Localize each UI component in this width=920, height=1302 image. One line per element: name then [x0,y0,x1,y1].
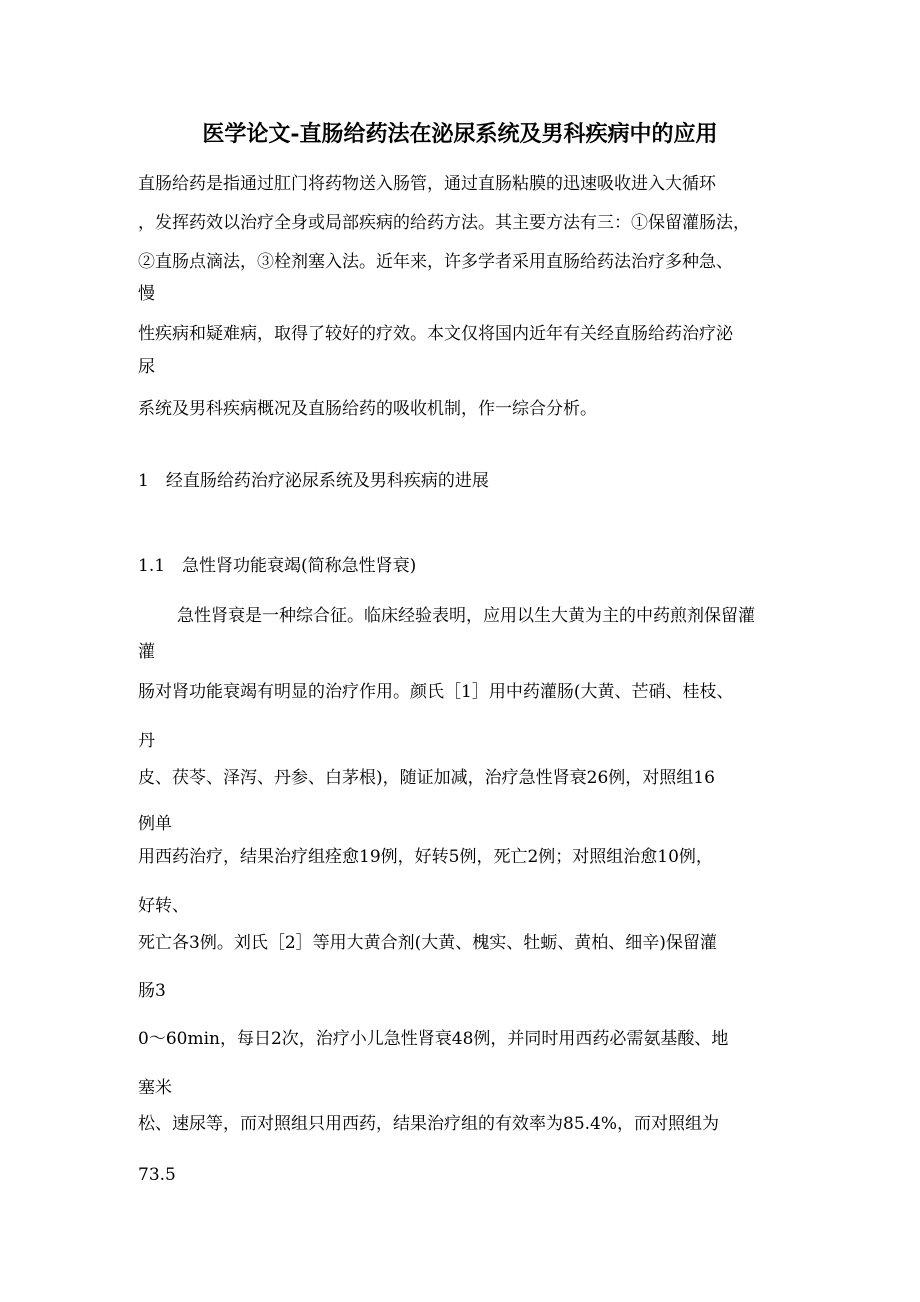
intro-line: ，发挥药效以治疗全身或局部疾病的给药方法。其主要方法有三：①保留灌肠法， [138,213,750,233]
intro-line: 性疾病和疑难病，取得了较好的疗效。本文仅将国内近年有关经直肠给药治疗泌 [138,324,733,344]
body-line: 皮、茯苓、泽泻、丹参、白茅根)，随证加减，治疗急性肾衰26例，对照组16 [138,768,715,788]
body-line: 塞米 [138,1078,172,1098]
intro-line: 慢 [138,284,155,304]
body-line: 0～60min，每日2次，治疗小儿急性肾衰48例，并同时用西药必需氨基酸、地 [138,1029,729,1049]
body-line: 肠对肾功能衰竭有明显的治疗作用。颜氏［1］用中药灌肠(大黄、芒硝、桂枝、 [138,682,734,702]
document-title: 医学论文-直肠给药法在泌尿系统及男科疾病中的应用 [202,121,718,147]
intro-line: 尿 [138,357,155,377]
body-line: 急性肾衰是一种综合征。临床经验表明，应用以生大黄为主的中药煎剂保留灌 [177,606,755,626]
body-line: 73.5 [138,1165,176,1185]
intro-line: ②直肠点滴法，③栓剂塞入法。近年来，许多学者采用直肠给药法治疗多种急、 [138,252,733,272]
intro-line: 直肠给药是指通过肛门将药物送入肠管，通过直肠粘膜的迅速吸收进入大循环 [138,174,716,194]
body-line: 丹 [138,731,155,751]
body-line: 灌 [138,642,155,662]
body-line: 用西药治疗，结果治疗组痊愈19例，好转5例，死亡2例；对照组治愈10例， [138,847,713,867]
body-line: 松、速尿等，而对照组只用西药，结果治疗组的有效率为85.4%，而对照组为 [138,1114,720,1134]
body-line: 肠3 [138,981,166,1001]
section-heading-1: 1 经直肠给药治疗泌尿系统及男科疾病的进展 [138,471,489,491]
section-heading-1-1: 1.1 急性肾功能衰竭(简称急性肾衰) [138,556,417,576]
body-line: 死亡各3例。刘氏［2］等用大黄合剂(大黄、槐实、牡蛎、黄柏、细辛)保留灌 [138,933,717,953]
intro-line: 系统及男科疾病概况及直肠给药的吸收机制，作一综合分析。 [138,399,597,419]
body-line: 例单 [138,814,172,834]
body-line: 好转、 [138,896,189,916]
